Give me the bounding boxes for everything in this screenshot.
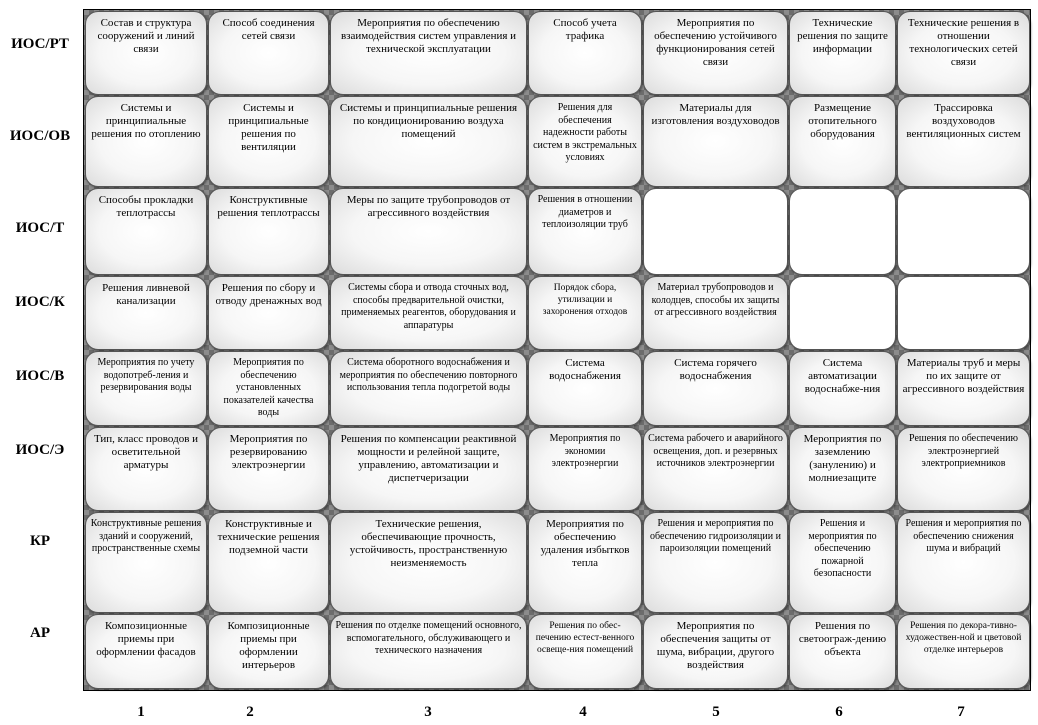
matrix-cell: Меры по защите трубопроводов от агрессивного воздействия xyxy=(330,188,527,275)
matrix-cell: Мероприятия по обеспечения защиты от шума, вибрации, другого воздействия xyxy=(643,614,788,689)
matrix-cell: Система оборотного водоснабжения и мероприятия по обеспечению повторного использования тепла подогретой воды xyxy=(330,351,527,426)
matrix-cell: Мероприятия по обеспечению установленных показателей качества воды xyxy=(208,351,329,426)
matrix-cell: Система горячего водоснабжения xyxy=(643,351,788,426)
row-label: ИОС/Т xyxy=(15,220,65,236)
row-label: КР xyxy=(29,533,51,549)
matrix-cell: Конструктивные решения зданий и сооружений, пространственные схемы xyxy=(85,512,207,613)
matrix-cell: Материал трубопроводов и колодцев, способы их защиты от агрессивного воздействия xyxy=(643,276,788,350)
matrix-cell: Мероприятия по экономии электроэнергии xyxy=(528,427,642,511)
matrix-cell: Материалы труб и меры по их защите от агрессивного воздействия xyxy=(897,351,1030,426)
matrix-cell: Материалы для изготовления воздуховодов xyxy=(643,96,788,187)
matrix-cell: Решения и мероприятия по обеспечению пожарной безопасности xyxy=(789,512,896,613)
empty-cell xyxy=(897,188,1030,275)
matrix-cell: Решения и мероприятия по обеспечению снижения шума и вибраций xyxy=(897,512,1030,613)
matrix-cell: Тип, класс проводов и осветительной арматуры xyxy=(85,427,207,511)
matrix-cell: Системы и принципиальные решения по кондиционированию воздуха помещений xyxy=(330,96,527,187)
matrix-cell: Мероприятия по обеспечению удаления избытков тепла xyxy=(528,512,642,613)
matrix-cell: Решения по обес-печению естест-венного освеще-ния помещений xyxy=(528,614,642,689)
row-label: ИОС/ОВ xyxy=(9,128,71,144)
matrix-cell: Системы и принципиальные решения по отоплению xyxy=(85,96,207,187)
matrix-grid xyxy=(83,9,1031,691)
matrix-cell: Решения по декора-тивно-художествен-ной и цветовой отделке интерьеров xyxy=(897,614,1030,689)
empty-cell xyxy=(643,188,788,275)
matrix-cell: Способы прокладки теплотрассы xyxy=(85,188,207,275)
column-number: 2 xyxy=(246,704,254,720)
matrix-cell: Решения и мероприятия по обеспечению гидроизоляции и пароизоляции помещений xyxy=(643,512,788,613)
row-label: ИОС/В xyxy=(15,368,65,384)
row-label: ИОС/К xyxy=(15,294,65,310)
matrix-cell: Конструктивные и технические решения подземной части xyxy=(208,512,329,613)
matrix-cell: Системы и принципиальные решения по вентиляции xyxy=(208,96,329,187)
matrix-cell: Состав и структура сооружений и линий связи xyxy=(85,11,207,95)
matrix-cell: Трассировка воздуховодов вентиляционных систем xyxy=(897,96,1030,187)
matrix-cell: Решения для обеспечения надежности работы систем в экстремальных условиях xyxy=(528,96,642,187)
matrix-cell: Решения по сбору и отводу дренажных вод xyxy=(208,276,329,350)
matrix-cell: Размещение отопительного оборудования xyxy=(789,96,896,187)
matrix-cell: Мероприятия по обеспечению взаимодействия систем управления и технической эксплуатации xyxy=(330,11,527,95)
matrix-cell: Порядок сбора, утилизации и захоронения отходов xyxy=(528,276,642,350)
row-label: АР xyxy=(30,625,50,641)
matrix-cell: Технические решения по защите информации xyxy=(789,11,896,95)
matrix-cell: Решения по компенсации реактивной мощности и релейной защите, управлению, автоматизации и диспетчеризации xyxy=(330,427,527,511)
matrix-cell: Системы сбора и отвода сточных вод, способы предварительной очистки, применяемых реагентов, оборудования и аппаратуры xyxy=(330,276,527,350)
matrix-cell: Технические решения в отношении технологических сетей связи xyxy=(897,11,1030,95)
column-number: 7 xyxy=(957,704,965,720)
matrix-cell: Способ соединения сетей связи xyxy=(208,11,329,95)
matrix-cell: Система водоснабжения xyxy=(528,351,642,426)
matrix-cell: Решения по обеспечению электроэнергией электроприемников xyxy=(897,427,1030,511)
matrix-cell: Способ учета трафика xyxy=(528,11,642,95)
matrix-cell: Система рабочего и аварийного освещения, доп. и резервных источников электроэнергии xyxy=(643,427,788,511)
empty-cell xyxy=(897,276,1030,350)
matrix-cell: Мероприятия по обеспечению устойчивого функционирования сетей связи xyxy=(643,11,788,95)
matrix-cell: Мероприятия по учету водопотреб-ления и резервирования воды xyxy=(85,351,207,426)
row-label: ИОС/Э xyxy=(15,442,65,458)
matrix-cell: Композиционные приемы при оформлении интерьеров xyxy=(208,614,329,689)
matrix-cell: Мероприятия по резервированию электроэнергии xyxy=(208,427,329,511)
column-number: 1 xyxy=(137,704,145,720)
matrix-cell: Решения в отношении диаметров и теплоизоляции труб xyxy=(528,188,642,275)
column-number: 3 xyxy=(424,704,432,720)
matrix-cell: Технические решения, обеспечивающие прочность, устойчивость, пространственную неизменяемость xyxy=(330,512,527,613)
matrix-cell: Система автоматизации водоснабже-ния xyxy=(789,351,896,426)
column-number: 5 xyxy=(712,704,720,720)
matrix-cell: Мероприятия по заземлению (занулению) и молниезащите xyxy=(789,427,896,511)
empty-cell xyxy=(789,276,896,350)
matrix-cell: Решения по светоограж-дению объекта xyxy=(789,614,896,689)
row-label: ИОС/РТ xyxy=(11,36,69,52)
column-number: 6 xyxy=(835,704,843,720)
empty-cell xyxy=(789,188,896,275)
matrix-cell: Конструктивные решения теплотрассы xyxy=(208,188,329,275)
matrix-cell: Решения ливневой канализации xyxy=(85,276,207,350)
matrix-cell: Решения по отделке помещений основного, вспомогательного, обслуживающего и технического назначения xyxy=(330,614,527,689)
column-number: 4 xyxy=(579,704,587,720)
matrix-cell: Композиционные приемы при оформлении фасадов xyxy=(85,614,207,689)
